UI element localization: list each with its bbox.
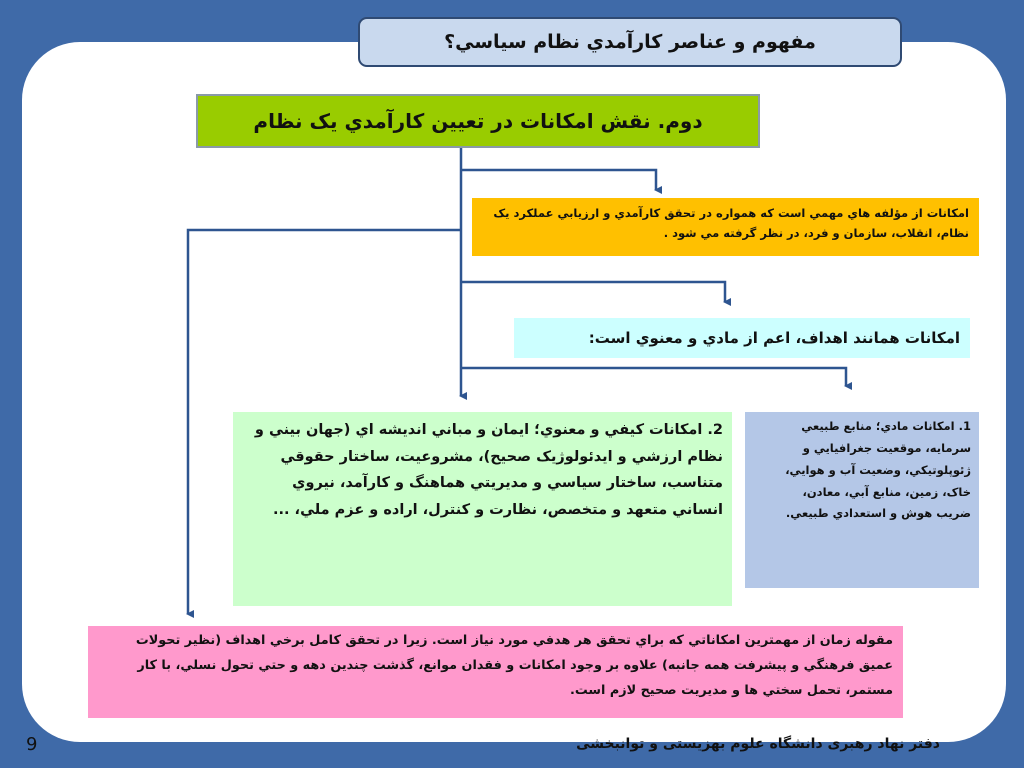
connector-to-scope: [461, 282, 725, 302]
slide-title: مفهوم و عناصر کارآمدي نظام سياسي؟: [358, 17, 902, 67]
connector-to-definition: [461, 170, 656, 190]
definition-box: امکانات از مؤلفه هاي مهمي است که همواره در تحقق کارآمدي و ارزيابي عملکرد يک نظام، انقلاب، سازمان و فرد، در نظر گرفته مي شود .: [472, 198, 979, 256]
connector-to-material: [461, 368, 846, 386]
material-resources-box: 1. امکانات مادي؛ منابع طبيعي سرمايه، موقعيت جغرافيايي و ژئوپلوتيکي، وضعيت آب و هوايي، خاک، زمين، منابع آبي، معادن، ضريب هوش و استعدادي طبيعي.: [745, 412, 979, 588]
scope-box: امکانات همانند اهداف، اعم از مادي و معنوي است:: [514, 318, 970, 358]
main-heading: دوم. نقش امکانات در تعيين کارآمدي يک نظام: [196, 94, 760, 148]
conclusion-box: مقوله زمان از مهمترين امکاناتي که براي تحقق هر هدفي مورد نياز است. زيرا در تحقق کامل برخي اهداف (نظير تحولات عميق فرهنگي و پيشرفت همه جانبه) علاوه بر وجود امکانات و فقدان موانع، گذشت چندين دهه و حتي تحول نسلي، با کار مستمر، تحمل سختي ها و مديريت صحيح لازم است.: [88, 626, 903, 718]
quality-resources-box: 2. امکانات کيفي و معنوي؛ ايمان و مباني انديشه اي (جهان بيني و نظام ارزشي و ايدئولوژيک صحيح)، مشروعيت، ساختار حقوقي متناسب، ساختار سياسي و مديريتي هماهنگ و کارآمد، نيروي انساني متعهد و متخصص، نظارت و کنترل، اراده و عزم ملي، ...: [233, 412, 732, 606]
footer-text: دفتر نهاد رهبری دانشگاه علوم بهزیستی و توانبخشی: [576, 736, 940, 752]
page-number: 9: [26, 734, 38, 755]
